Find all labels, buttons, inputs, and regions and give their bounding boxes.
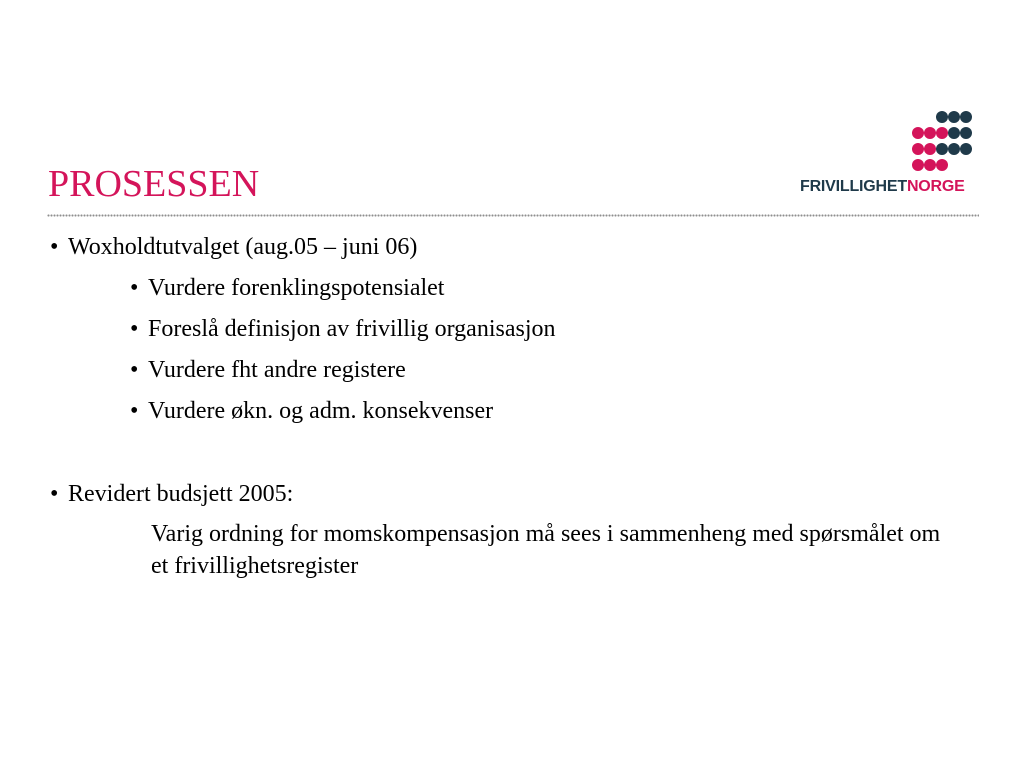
sub-bullet-item bbox=[130, 355, 406, 385]
bullet-marker: • bbox=[50, 234, 59, 260]
logo-dot bbox=[936, 127, 948, 139]
logo-dot bbox=[948, 143, 960, 155]
sub-bullet-item bbox=[130, 273, 444, 303]
sub-bullet-item bbox=[130, 396, 493, 426]
logo-dot bbox=[912, 143, 924, 155]
slide-title: PROSESSEN bbox=[48, 163, 260, 205]
bullet-marker: • bbox=[130, 398, 139, 424]
sub-bullet-item bbox=[130, 314, 556, 344]
bullet-marker: • bbox=[130, 275, 139, 301]
logo-dot bbox=[924, 159, 936, 171]
sub-bullet-text: Foreslå definisjon av frivillig organisasjon bbox=[148, 316, 556, 342]
frivillighet-norge-logo bbox=[800, 111, 980, 201]
logo-dot-grid bbox=[912, 111, 972, 171]
logo-dot bbox=[960, 143, 972, 155]
logo-dot bbox=[948, 127, 960, 139]
bullet-marker: • bbox=[130, 357, 139, 383]
sub-bullet-text: Vurdere fht andre registere bbox=[148, 357, 406, 383]
logo-dot bbox=[936, 143, 948, 155]
bullet-item bbox=[50, 232, 417, 262]
logo-dot bbox=[912, 127, 924, 139]
logo-wordmark: FRIVILLIGHETNORGE bbox=[800, 178, 965, 195]
sub-bullet-text: Vurdere forenklingspotensialet bbox=[148, 275, 445, 301]
logo-dot bbox=[948, 111, 960, 123]
sub-bullet-text: Vurdere økn. og adm. konsekvenser bbox=[148, 398, 494, 424]
bullet-paragraph: Varig ordning for momskompensasjon må sees i sammenheng med spørsmålet om et frivillighetsregister bbox=[151, 521, 941, 579]
bullet-marker: • bbox=[130, 316, 139, 342]
bullet-item bbox=[50, 479, 293, 509]
logo-dot bbox=[924, 143, 936, 155]
logo-dot bbox=[912, 159, 924, 171]
bullet-text: Woxholdtutvalget (aug.05 – juni 06) bbox=[68, 234, 418, 260]
logo-dot bbox=[936, 111, 948, 123]
logo-dot bbox=[936, 159, 948, 171]
bullet-text: Revidert budsjett 2005: bbox=[68, 481, 294, 507]
bullet-marker: • bbox=[50, 481, 59, 507]
logo-dot bbox=[924, 127, 936, 139]
dotted-divider bbox=[47, 213, 979, 218]
logo-dot bbox=[960, 111, 972, 123]
logo-dot bbox=[960, 127, 972, 139]
